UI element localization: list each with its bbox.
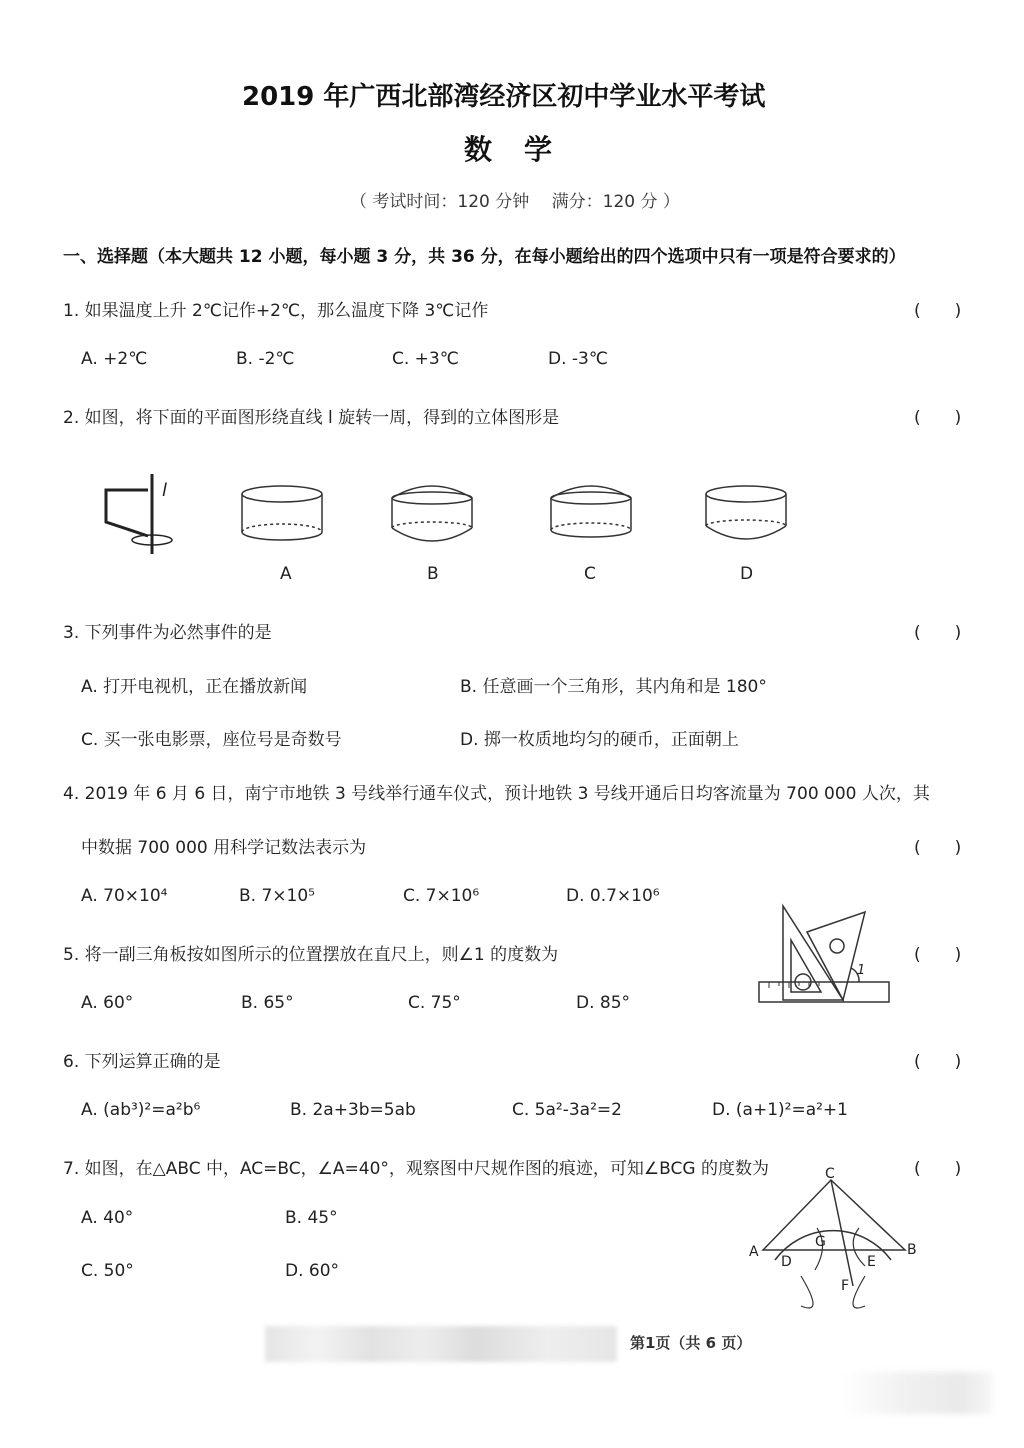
q7-option-a[interactable]: A. 40° bbox=[81, 1208, 134, 1228]
q5-option-d[interactable]: D. 85° bbox=[576, 993, 631, 1013]
q5-option-c[interactable]: C. 75° bbox=[408, 993, 461, 1013]
axis-l-label: l bbox=[162, 480, 168, 501]
q5-option-b[interactable]: B. 65° bbox=[241, 993, 294, 1013]
question-5-stem: 5. 将一副三角板按如图所示的位置摆放在直尺上，则∠1 的度数为 bbox=[63, 945, 559, 965]
q7-option-c[interactable]: C. 50° bbox=[81, 1261, 134, 1281]
point-b-label: B bbox=[907, 1242, 917, 1258]
q6-option-b[interactable]: B. 2a+3b=5ab bbox=[290, 1100, 416, 1120]
q4-option-d[interactable]: D. 0.7×10⁶ bbox=[566, 886, 660, 906]
point-d-label: D bbox=[781, 1254, 792, 1270]
point-e-label: E bbox=[867, 1254, 876, 1270]
q2-label-a[interactable]: A bbox=[280, 564, 292, 584]
q4-option-c[interactable]: C. 7×10⁶ bbox=[403, 886, 480, 906]
question-4-stem-line2: 中数据 700 000 用科学记数法表示为 bbox=[81, 838, 367, 858]
q1-option-c[interactable]: C. +3℃ bbox=[392, 349, 459, 369]
exam-info: （ 考试时间：120 分钟 满分：120 分 ） bbox=[350, 192, 680, 212]
q7-option-d[interactable]: D. 60° bbox=[285, 1261, 340, 1281]
page-number: 第1页（共 6 页） bbox=[630, 1334, 752, 1352]
q7-triangle-construction-figure bbox=[745, 1166, 925, 1318]
q5-triangle-ruler-figure bbox=[755, 902, 895, 1006]
q7-option-b[interactable]: B. 45° bbox=[285, 1208, 338, 1228]
answer-blank-2[interactable]: ( ) bbox=[914, 408, 962, 428]
q2-label-b[interactable]: B bbox=[427, 564, 439, 584]
answer-blank-4[interactable]: ( ) bbox=[914, 838, 962, 858]
answer-blank-7[interactable]: ( ) bbox=[914, 1159, 962, 1179]
q4-option-b[interactable]: B. 7×10⁵ bbox=[239, 886, 315, 906]
q6-option-c[interactable]: C. 5a²-3a²=2 bbox=[512, 1100, 622, 1120]
answer-blank-6[interactable]: ( ) bbox=[914, 1052, 962, 1072]
question-1-stem: 1. 如果温度上升 2℃记作+2℃，那么温度下降 3℃记作 bbox=[63, 301, 489, 321]
section-heading: 一、选择题（本大题共 12 小题，每小题 3 分，共 36 分，在每小题给出的四个选项中只有一项是符合要求的） bbox=[63, 247, 906, 267]
answer-blank-5[interactable]: ( ) bbox=[914, 945, 962, 965]
q4-option-a[interactable]: A. 70×10⁴ bbox=[81, 886, 168, 906]
q1-option-b[interactable]: B. -2℃ bbox=[236, 349, 295, 369]
point-c-label: C bbox=[825, 1166, 835, 1182]
solid-option-c bbox=[551, 486, 631, 537]
q6-option-d[interactable]: D. (a+1)²=a²+1 bbox=[712, 1100, 848, 1120]
q6-option-a[interactable]: A. (ab³)²=a²b⁶ bbox=[81, 1100, 201, 1120]
point-f-label: F bbox=[841, 1278, 850, 1294]
question-6-stem: 6. 下列运算正确的是 bbox=[63, 1052, 221, 1072]
q2-label-c[interactable]: C bbox=[584, 564, 596, 584]
q3-option-d[interactable]: D. 掷一枚质地均匀的硬币，正面朝上 bbox=[460, 730, 739, 750]
q1-option-d[interactable]: D. -3℃ bbox=[548, 349, 608, 369]
point-g-label: G bbox=[815, 1234, 826, 1250]
solid-option-d bbox=[706, 486, 786, 539]
solid-option-b bbox=[392, 486, 472, 541]
solid-option-a bbox=[242, 486, 322, 540]
question-7-stem: 7. 如图，在△ABC 中，AC=BC，∠A=40°，观察图中尺规作图的痕迹，可知∠BCG 的度数为 bbox=[63, 1159, 769, 1179]
q1-option-a[interactable]: A. +2℃ bbox=[81, 349, 148, 369]
question-3-stem: 3. 下列事件为必然事件的是 bbox=[63, 623, 272, 643]
q2-figure bbox=[96, 466, 816, 562]
blurred-watermark bbox=[265, 1326, 617, 1362]
exam-title: 2019 年广西北部湾经济区初中学业水平考试 bbox=[242, 82, 766, 112]
point-a-label: A bbox=[749, 1244, 759, 1260]
question-2-stem: 2. 如图，将下面的平面图形绕直线 l 旋转一周，得到的立体图形是 bbox=[63, 408, 560, 428]
answer-blank-3[interactable]: ( ) bbox=[914, 623, 962, 643]
subject-title: 数学 bbox=[464, 133, 585, 166]
q3-option-c[interactable]: C. 买一张电影票，座位号是奇数号 bbox=[81, 730, 342, 750]
q5-option-a[interactable]: A. 60° bbox=[81, 993, 134, 1013]
q3-option-b[interactable]: B. 任意画一个三角形，其内角和是 180° bbox=[460, 677, 767, 697]
answer-blank-1[interactable]: ( ) bbox=[914, 301, 962, 321]
q3-option-a[interactable]: A. 打开电视机，正在播放新闻 bbox=[81, 677, 308, 697]
angle-1-label: 1 bbox=[857, 963, 866, 978]
q2-label-d[interactable]: D bbox=[740, 564, 754, 584]
question-4-stem-line1: 4. 2019 年 6 月 6 日，南宁市地铁 3 号线举行通车仪式，预计地铁 3 号线开通后日均客流量为 700 000 人次，其 bbox=[63, 784, 930, 804]
blurred-corner-mark bbox=[842, 1372, 992, 1414]
